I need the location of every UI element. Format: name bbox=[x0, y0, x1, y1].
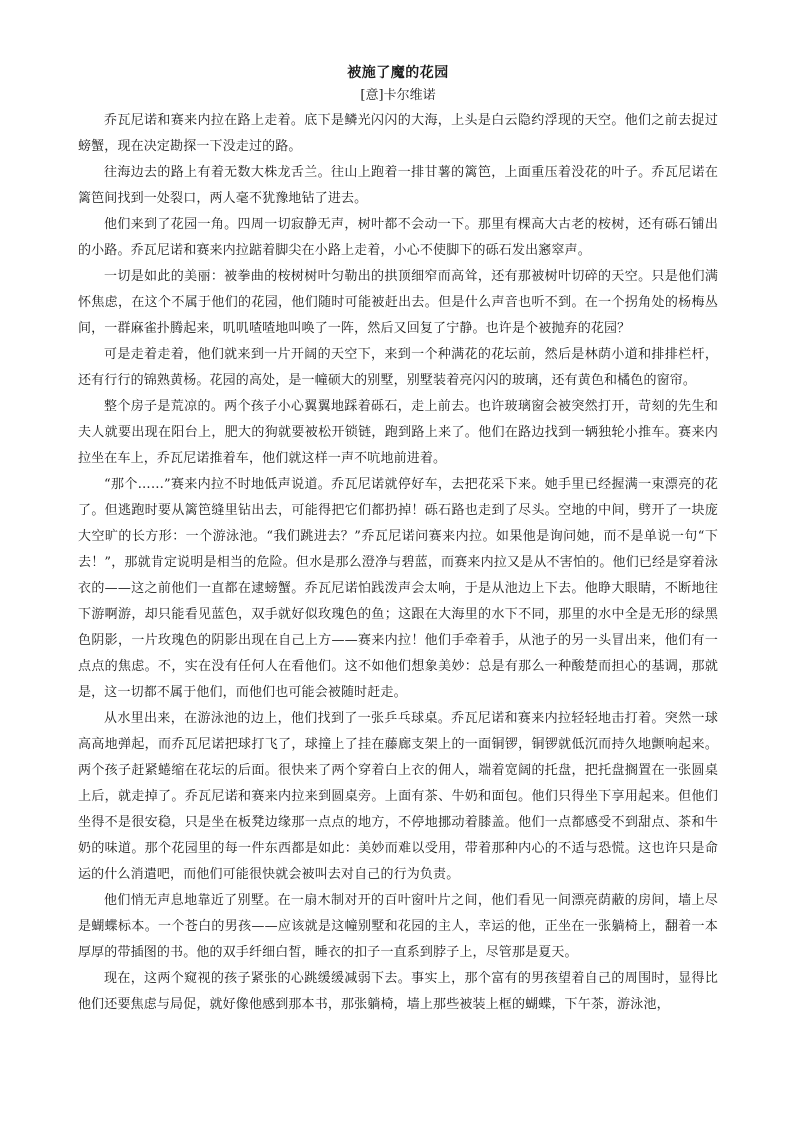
paragraph: 他们来到了花园一角。四周一切寂静无声，树叶都不会动一下。那里有棵高大古老的桉树，还有砾石铺出的小路。乔瓦尼诺和赛来内拉踮着脚尖在小路上走着，小心不使脚下的砾石发出窸窣声。 bbox=[78, 217, 718, 258]
paragraph: 整个房子是荒凉的。两个孩子小心翼翼地踩着砾石，走上前去。也许玻璃窗会被突然打开，苛刻的先生和夫人就要出现在阳台上，肥大的狗就要被松开锁链，跑到路上来了。他们在路边找到一辆独轮小推车。赛来内拉坐在车上，乔瓦尼诺推着车，他们就这样一声不吭地前进着。 bbox=[78, 399, 718, 466]
paragraph: 从水里出来，在游泳池的边上，他们找到了一张乒乓球桌。乔瓦尼诺和赛来内拉轻轻地击打着。突然一球高高地弹起，而乔瓦尼诺把球打飞了，球撞上了挂在藤廊支架上的一面铜锣，铜锣就低沉而持久地颤响起来。两个孩子赶紧蜷缩在花坛的后面。很快来了两个穿着白上衣的佣人，端着宽阔的托盘，把托盘搁置在一张圆桌上后，就走掉了。乔瓦尼诺和赛来内拉来到圆桌旁。上面有茶、牛奶和面包。他们只得坐下享用起来。但他们坐得不是很安稳，只是坐在板凳边缘那一点点的地方，不停地挪动着膝盖。他们一点都感受不到甜点、茶和牛奶的味道。那个花园里的每一件东西都是如此：美妙而难以受用，带着那种内心的不适与恐慌。这也许只是命运的什么消遣吧，而他们可能很快就会被叫去对自己的行为负责。 bbox=[78, 711, 718, 882]
paragraph: 可是走着走着，他们就来到一片开阔的天空下，来到一个种满花的花坛前，然后是林荫小道和排排栏杆，还有行行的锦熟黄杨。花园的高处，是一幢硕大的别墅，别墅装着亮闪闪的玻璃，还有黄色和橘色的窗帘。 bbox=[78, 347, 718, 388]
paragraph: 一切是如此的美丽：被拳曲的桉树树叶匀勒出的拱顶细窄而高耸，还有那被树叶切碎的天空。只是他们满怀焦虑，在这个不属于他们的花园，他们随时可能被赶出去。但是什么声音也听不到。在一个拐角处的杨梅丛间，一群麻雀扑腾起来，叽叽喳喳地叫唤了一阵，然后又回复了宁静。也许是个被抛弃的花园？ bbox=[78, 269, 718, 336]
paragraph: 他们悄无声息地靠近了别墅。在一扇木制对开的百叶窗叶片之间，他们看见一间漂亮荫蔽的房间，墙上尽是蝴蝶标本。一个苍白的男孩——应该就是这幢别墅和花园的主人，幸运的他，正坐在一张躺椅上，翻着一本厚厚的带插图的书。他的双手纤细白皙，睡衣的扣子一直系到脖子上，尽管那是夏天。 bbox=[78, 893, 718, 960]
document-author: [意]卡尔维诺 bbox=[360, 88, 436, 103]
paragraph: 往海边去的路上有着无数大株龙舌兰。往山上跑着一排甘薯的篱笆，上面重压着没花的叶子。乔瓦尼诺在篱笆间找到一处裂口，两人毫不犹豫地钻了进去。 bbox=[78, 165, 718, 206]
paragraph: “那个……”赛来内拉不时地低声说道。乔瓦尼诺就停好车，去把花采下来。她手里已经握满一束漂亮的花了。但逃跑时要从篱笆缝里钻出去，可能得把它们都扔掉！砾石路也走到了尽头。空地的中间，劈开了一块庞大空旷的长方形：一个游泳池。“我们跳进去？”乔瓦尼诺问赛来内拉。如果他是询问她，而不是单说一句“下去！”，那就肯定说明是相当的危险。但水是那么澄净与碧蓝，而赛来内拉又是从不害怕的。他们已经是穿着泳衣的——这之前他们一直都在逮螃蟹。乔瓦尼诺怕践泼声会太响，于是从池边上下去。他睁大眼睛，不断地往下游啊游，却只能看见蓝色，双手就好似玫瑰色的鱼；这跟在大海里的水下不同，那里的水中全是无形的绿黑色阴影，一片玫瑰色的阴影出现在自己上方——赛来内拉！他们手牵着手，从池子的另一头冒出来，他们有一点点的焦虑。不，实在没有任何人在看他们。这不如他们想象美妙：总是有那么一种酸楚而担心的基调，那就是，这一切都不属于他们，而他们也可能会被随时赶走。 bbox=[78, 477, 718, 700]
document-title: 被施了魔的花园 bbox=[347, 65, 449, 81]
paragraph: 现在，这两个窥视的孩子紧张的心跳缓缓减弱下去。事实上，那个富有的男孩望着自己的周围时，显得比他们还要焦虑与局促，就好像他感到那本书，那张躺椅，墙上那些被装上框的蝴蝶，下午茶，游泳池， bbox=[78, 971, 718, 1012]
paragraph: 乔瓦尼诺和赛来内拉在路上走着。底下是鳞光闪闪的大海，上头是白云隐约浮现的天空。他们之前去捉过螃蟹，现在决定勘探一下没走过的路。 bbox=[78, 113, 718, 154]
document-page bbox=[78, 62, 718, 1018]
document-body bbox=[78, 108, 718, 1018]
